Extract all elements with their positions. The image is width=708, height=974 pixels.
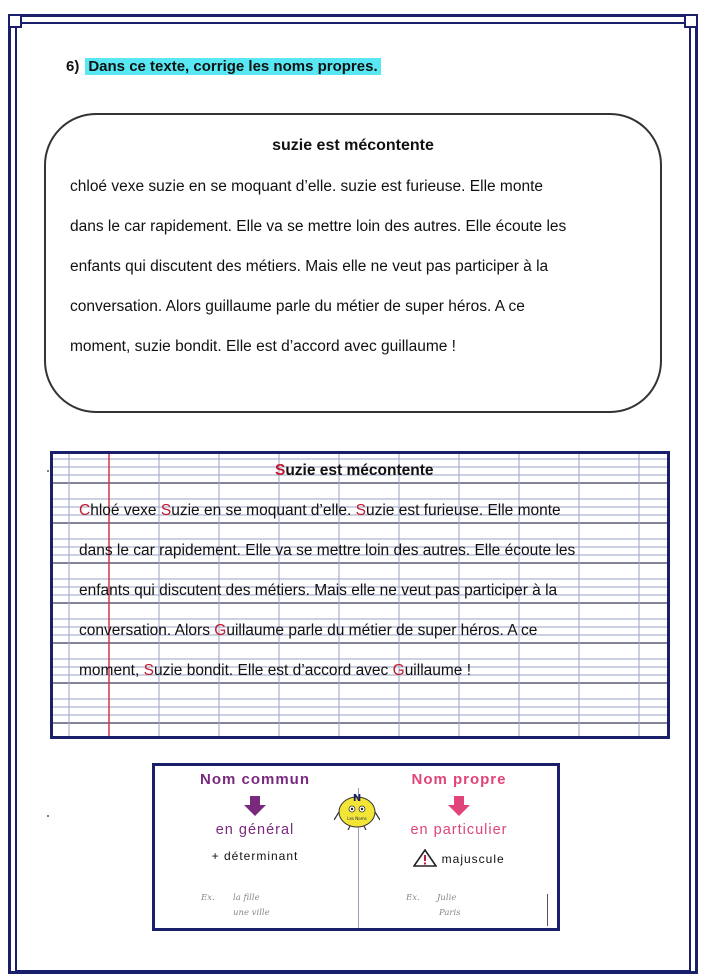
proper-noun-column (359, 766, 559, 867)
exercise-number: 6) (66, 58, 80, 75)
capital-letter: G (214, 622, 227, 639)
original-line: dans le car rapidement. Elle va se mettre loin des autres. Elle écoute les (70, 218, 567, 235)
exercise-instruction: Dans ce texte, corrige les noms propres. (85, 58, 380, 75)
down-arrow-icon (359, 788, 559, 822)
corrected-title: Suzie est mécontente (275, 462, 434, 479)
corrected-text-box (50, 451, 670, 739)
corrected-line: conversation. Alors Guillaume parle du métier de super héros. A ce (79, 622, 538, 639)
example-label: Ex. (201, 893, 215, 903)
capital-letter: S (143, 662, 154, 679)
corrected-line: enfants qui discutent des métiers. Mais elle ne veut pas participer à la (79, 582, 558, 599)
capital-letter: S (275, 462, 286, 479)
proper-noun-subtitle: en particulier (410, 822, 508, 838)
capital-letter: G (392, 662, 405, 679)
example-label: Ex. (406, 893, 420, 903)
corrected-line: dans le car rapidement. Elle va se mettre loin des autres. Elle écoute les (79, 542, 576, 559)
stray-dot (47, 815, 49, 817)
example-word: Paris (439, 908, 461, 918)
common-noun-subtitle: en général (215, 822, 295, 838)
frame-corner (8, 14, 22, 28)
scan-mark (547, 894, 548, 926)
common-noun-header: Nom commun (199, 771, 310, 788)
mascot-label: Les Noms (347, 816, 367, 821)
example-word: la fille (233, 893, 260, 903)
common-noun-rule: + déterminant (211, 849, 299, 863)
original-text-box (44, 113, 662, 413)
noun-mascot-icon (334, 790, 380, 830)
original-line: enfants qui discutent des métiers. Mais elle ne veut pas participer à la (70, 258, 549, 275)
proper-noun-header: Nom propre (411, 771, 507, 788)
original-line: chloé vexe suzie en se moquant d’elle. suzie est furieuse. Elle monte (70, 178, 544, 195)
corrected-line: moment, Suzie bondit. Elle est d’accord avec Guillaume ! (79, 662, 472, 679)
mascot-letter: N (352, 793, 362, 804)
original-line: moment, suzie bondit. Elle est d’accord avec guillaume ! (70, 338, 456, 355)
common-noun-column (155, 766, 355, 863)
down-arrow-icon (155, 788, 355, 822)
frame-corner (684, 14, 698, 28)
exercise-heading (66, 58, 381, 75)
original-title: suzie est mécontente (272, 137, 434, 154)
example-word: une ville (233, 908, 270, 918)
stray-dot (47, 470, 49, 472)
noun-infographic (152, 763, 560, 931)
warning-icon (413, 849, 437, 867)
capital-letter: S (355, 502, 366, 519)
original-line: conversation. Alors guillaume parle du métier de super héros. A ce (70, 298, 525, 315)
example-word: Julie (437, 893, 457, 903)
capital-letter: S (160, 502, 172, 519)
corrected-line: Chloé vexe Suzie en se moquant d’elle. Suzie est furieuse. Elle monte (79, 502, 561, 519)
capital-letter: C (79, 502, 91, 519)
proper-noun-rule: majuscule (359, 849, 559, 867)
